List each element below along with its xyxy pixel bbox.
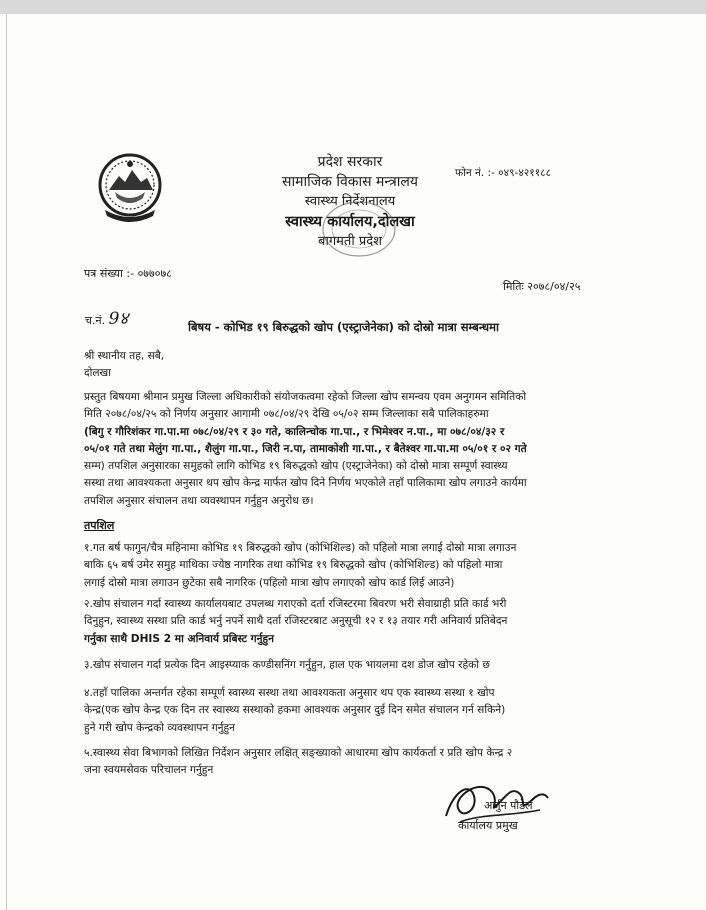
detail-item-4 (84, 685, 624, 737)
detail-line: दिनुहुन, स्वास्थ्य सस्था प्रति कार्ड भर्नु नपर्ने साथै दर्ता रजिस्टरबाट अनुसूची १२ र १३ तयार गरी अनिवार्य प्रतिबेदन (84, 615, 508, 628)
detail-line: जना स्वयमसेवक परिचालन गर्नुहुन (84, 764, 214, 777)
letter-reference-number: पत्र संख्या :- ०७७०७८ (84, 267, 172, 280)
detail-line: गर्नुका साथै DHIS 2 मा अनिवार्य प्रबिस्ट गर्नुहुन (84, 632, 275, 645)
phone-number: फोन नं. :- ०४९-४२११८८ (455, 167, 552, 179)
body-line: (बिगु र गौरिशंकर गा.पा.मा ०७८/०४/२९ र ३० गते, कालिन्चोक गा.पा., र भिमेश्वर न.पा., मा ०७८/०४/३२ र (84, 425, 505, 438)
body-paragraph (84, 389, 624, 510)
detail-line: केन्द्र(एक खोप केन्द्र एक दिन तर स्वास्थ्य सस्थाको हकमा आवश्यक अनुसार दुई दिन समेत संचालन गर्न सकिने) (84, 704, 506, 717)
detail-line: हुने गरी खोप केन्द्रको व्यवस्थापन गर्नुहुन (84, 721, 236, 734)
province-name: बागमती प्रदेश (318, 234, 382, 249)
body-line: सस्था तथा आवश्यकता अनुसार थप खोप केन्द्र मार्फत खोप दिने निर्णय भएकोले तहाँ पालिकामा खोप लगाउने कार्यमा (84, 477, 527, 490)
body-line: ०५/०१ गते तथा मेलुंग गा.पा., शैलुंग गा.पा., जिरी न.पा, तामाकोशी गा.पा., र बैतेश्वर गा.पा.मा ०५/०१ र ०२ गते (84, 442, 527, 455)
body-line: तपशिल अनुसार संचालन तथा व्यवस्थापन गर्नुहुन अनुरोध छ। (84, 494, 314, 507)
dispatch-handwritten-number: 9४ (108, 309, 129, 329)
dispatch-number (85, 306, 128, 329)
detail-item-3 (84, 657, 624, 674)
signatory-name: अर्जुन पौडेल (484, 799, 533, 812)
directorate-name: स्वास्थ्य निर्देशनालय (304, 194, 396, 209)
addressee-line: श्री स्थानीय तह, सबै, (84, 350, 165, 362)
detail-line: लगाई दोस्रो मात्रा लगाउन छुटेका सबै नागरिक (पहिलो मात्रा खोप लगाएको खोप कार्ड लिई आउने) (84, 576, 455, 589)
detail-line: ४.तहाँ पालिका अन्तर्गत रहेका सम्पूर्ण स्वास्थ्य सस्था तथा आवश्यकता अनुसार थप एक स्वास्थ्य सस्था १ खोप (84, 687, 495, 699)
detail-line: बाकि ६५ बर्ष उमेर समुह माथिका ज्येष्ठ नागरिक तथा कोभिड १९ बिरुद्धको खोप (कोभिशिल्ड) को पहिलो मात्रा (84, 559, 503, 572)
detail-item-2 (84, 596, 624, 648)
letter-date: मितिः २०७८/०४/२५ (503, 280, 581, 293)
addressee-line: दोलखा (84, 367, 111, 380)
ministry-name: सामाजिक विकास मन्त्रालय (282, 174, 418, 190)
detail-line: ५.स्वास्थ्य सेवा बिभागको लिखित निर्देशन अनुसार लक्षित् सङ्ख्याको आधारमा खोप कार्यकर्ता र प्रति खोप केन्द्र २ (84, 747, 513, 759)
addressee-block (84, 348, 164, 383)
body-line: मिति २०७८/०४/२५ को निर्णय अनुसार आगामी ०७८/०४/२९ देखि ०५/०२ सम्म जिल्लाका सबै पालिकाहरुमा (84, 408, 489, 421)
detail-item-1 (84, 540, 624, 592)
details-heading: तपशिल (84, 519, 115, 532)
body-line: सम्म) तपशिल अनुसारका समुहको लागि कोभिड १९ बिरुद्धको खोप (एस्ट्राजेनेका) को दोस्रो मात्रा सम्पूर्ण स्वास्थ्य (84, 460, 508, 473)
signatory-title: कार्यालय प्रमुख (458, 819, 518, 832)
letter-subject: बिषय - कोभिड १९ बिरुद्धको खोप (एस्ट्राजेनेका) को दोस्रो मात्रा सम्बन्धमा (188, 320, 499, 334)
detail-line: १.गत बर्ष फागुन/चैत्र महिनामा कोभिड १९ बिरुद्धको खोप (कोभिशिल्ड) को पहिलो मात्रा लगाई दोस्रो मात्रा लगाउन (84, 542, 517, 554)
nepal-emblem-icon (97, 152, 163, 224)
office-name: स्वास्थ्य कार्यालय,दोलखा (285, 214, 415, 230)
office-stamp-icon (318, 198, 400, 260)
dispatch-label: च.नं. (85, 314, 106, 327)
detail-line: ३.खोप संचालन गर्दा प्रत्येक दिन आइस्प्याक कण्डीसनिंग गर्नुहुन, हाल एक भायलमा दश डोज खोप रहेको छ (84, 659, 490, 671)
detail-line: २.खोप संचालन गर्दा स्वास्थ्य कार्यालयबाट उपलब्ध गराएको दर्ता रजिस्टरमा बिवरण भरी सेवाग्राही प्रति कार्ड भरी (84, 598, 507, 610)
body-line: प्रस्तुत बिषयमा श्रीमान प्रमुख जिल्ला अधिकारीको संयोजकत्वमा रहेको जिल्ला खोप समन्वय एवम अनुगमन समितिको (84, 391, 527, 403)
government-name: प्रदेश सरकार (317, 154, 383, 170)
